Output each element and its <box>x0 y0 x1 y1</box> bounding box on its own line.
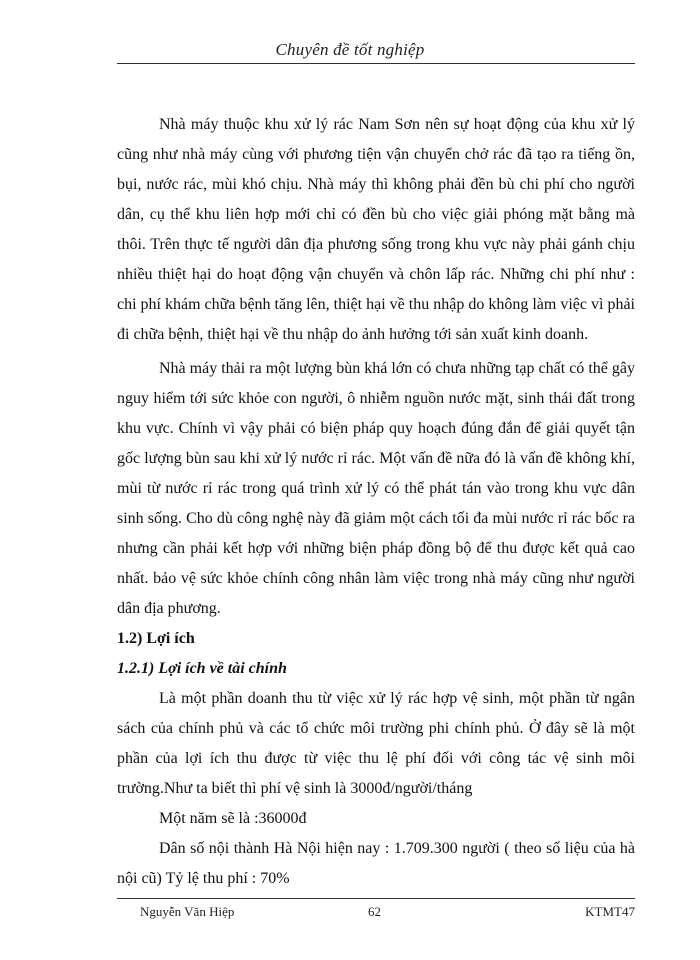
page-number: 62 <box>368 904 381 919</box>
running-header-title: Chuyên đề tốt nghiệp <box>275 40 425 59</box>
page-body <box>117 110 635 894</box>
paragraph-impact-residents: Nhà máy thuộc khu xử lý rác Nam Sơn nên sự hoạt động của khu xử lý cũng như nhà máy cùng với phương tiện vận chuyển chở rác đã tạo ra tiếng ồn, bụi, nước rác, mùi khó chịu. Nhà máy thì không phải đền bù chi phí cho người dân, cụ thể khu liên hợp mới chỉ có đền bù cho việc giải phóng mặt bằng mà thôi. Trên thực tế người dân địa phương sống trong khu vực này phải gánh chịu nhiều thiệt hại do hoạt động vận chuyển và chôn lấp rác. Những chi phí như : chi phí khám chữa bệnh tăng lên, thiệt hại về thu nhập do không làm việc vì phải đi chữa bệnh, thiệt hại về thu nhập do ảnh hưởng tới sản xuất kinh doanh. <box>117 116 635 343</box>
paragraph-sludge: Nhà máy thải ra một lượng bùn khá lớn có chưa những tạp chất có thể gây nguy hiểm tới sức khỏe con người, ô nhiễm nguồn nước mặt, sinh thái đất trong khu vực. Chính vì vậy phải có biện pháp quy hoạch đúng đắn để giải quyết tận gốc lượng bùn sau khi xử lý nước rỉ rác. Một vấn đề nữa đó là vấn đề không khí, mùi từ nước rỉ rác trong quá trình xử lý có thể phát tán vào trong khu vực dân sinh sống. Cho dù công nghệ này đã giảm một cách tối đa mùi nước rỉ rác bốc ra nhưng cần phải kết hợp với những biện pháp đồng bộ để thu được kết quả cao nhất. bảo vệ sức khỏe chính công nhân làm việc trong nhà máy cũng như người dân địa phương. <box>117 360 635 617</box>
paragraph-population: Dân số nội thành Hà Nội hiện nay : 1.709.300 người ( theo số liệu của hà nội cũ) Tỷ lệ thu phí : 70% <box>117 840 635 887</box>
footer-divider <box>117 898 635 899</box>
footer-author: Nguyễn Văn Hiệp <box>140 904 235 919</box>
paragraph-revenue: Là một phần doanh thu từ việc xử lý rác hợp vệ sinh, một phần từ ngân sách của chính phủ và các tổ chức môi trường phi chính phủ. Ở đây sẽ là một phần của lợi ích thu được từ việc thu lệ phí đối với công tác vệ sinh môi trường.Như ta biết thì phí vệ sinh là 3000đ/người/tháng <box>117 690 635 797</box>
header-divider <box>117 63 635 64</box>
footer-class-code: KTMT47 <box>585 904 635 919</box>
subsection-heading-financial: 1.2.1) Lợi ích về tài chính <box>117 660 287 677</box>
section-heading-benefits: 1.2) Lợi ích <box>117 630 195 647</box>
paragraph-annual-fee: Một năm sẽ là :36000đ <box>159 810 307 827</box>
